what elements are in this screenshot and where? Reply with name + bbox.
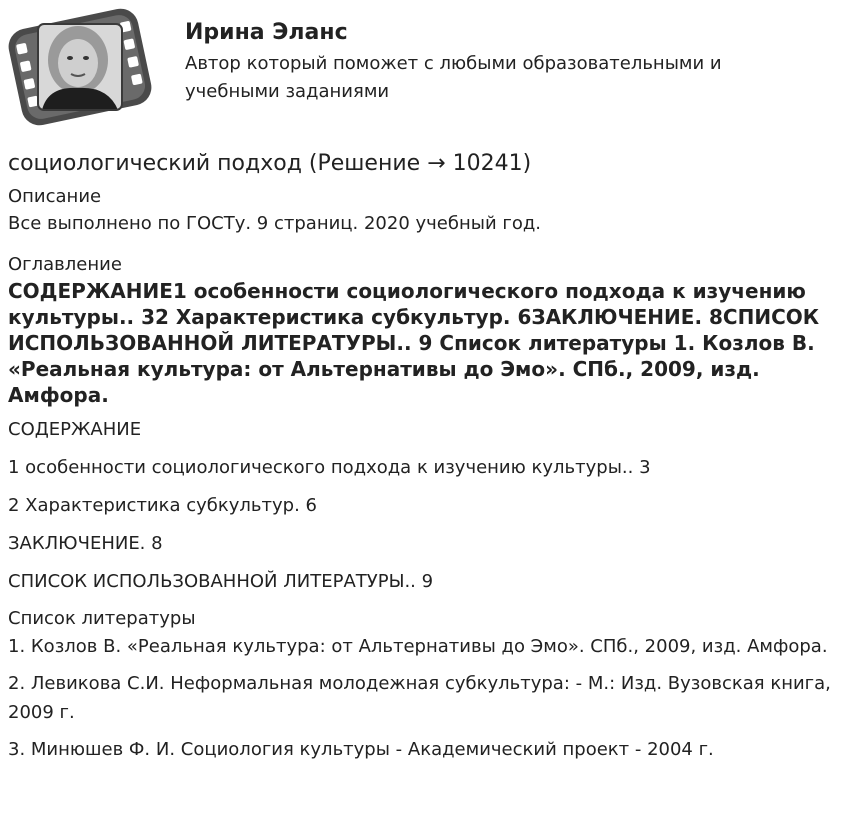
- author-card: [8, 8, 838, 128]
- description-text: Все выполнено по ГОСТу. 9 страниц. 2020 учебный год.: [8, 213, 542, 234]
- reference-item: 3. Минюшев Ф. И. Социология культуры - Академический проект - 2004 г.: [8, 739, 714, 760]
- references-label: Список литературы: [8, 608, 196, 629]
- toc-label: Оглавление: [8, 254, 122, 275]
- contents-item: 2 Характеристика субкультур. 6: [8, 495, 317, 516]
- document-content: [8, 148, 838, 772]
- author-description: Автор который поможет с любыми образовательными и учебными заданиями: [185, 53, 722, 102]
- reference-item: 1. Козлов В. «Реальная культура: от Альтернативы до Эмо». СПб., 2009, изд. Амфора.: [8, 636, 828, 657]
- author-avatar[interactable]: [8, 8, 152, 126]
- author-name[interactable]: Ирина Эланс: [185, 20, 348, 45]
- contents-heading: СОДЕРЖАНИЕ: [8, 419, 142, 440]
- toc-summary: СОДЕРЖАНИЕ1 особенности социологического подхода к изучению культуры.. 32 Характеристика субкультур. 6ЗАКЛЮЧЕНИЕ. 8СПИСОК ИСПОЛЬЗОВАННОЙ ЛИТЕРАТУРЫ.. 9 Список литературы 1. Козлов В. «Реальная культура: от Альтернативы до Эмо». СПб., 2009, изд. Амфора.: [8, 279, 820, 407]
- contents-item: СПИСОК ИСПОЛЬЗОВАННОЙ ЛИТЕРАТУРЫ.. 9: [8, 571, 434, 592]
- contents-item: ЗАКЛЮЧЕНИЕ. 8: [8, 533, 163, 554]
- document-title: социологический подход (Решение → 10241): [8, 151, 532, 176]
- contents-item: 1 особенности социологического подхода к изучению культуры.. 3: [8, 457, 651, 478]
- description-label: Описание: [8, 186, 102, 207]
- reference-item: 2. Левикова С.И. Неформальная молодежная субкультура: - М.: Изд. Вузовская книга, 2009 г.: [8, 673, 831, 723]
